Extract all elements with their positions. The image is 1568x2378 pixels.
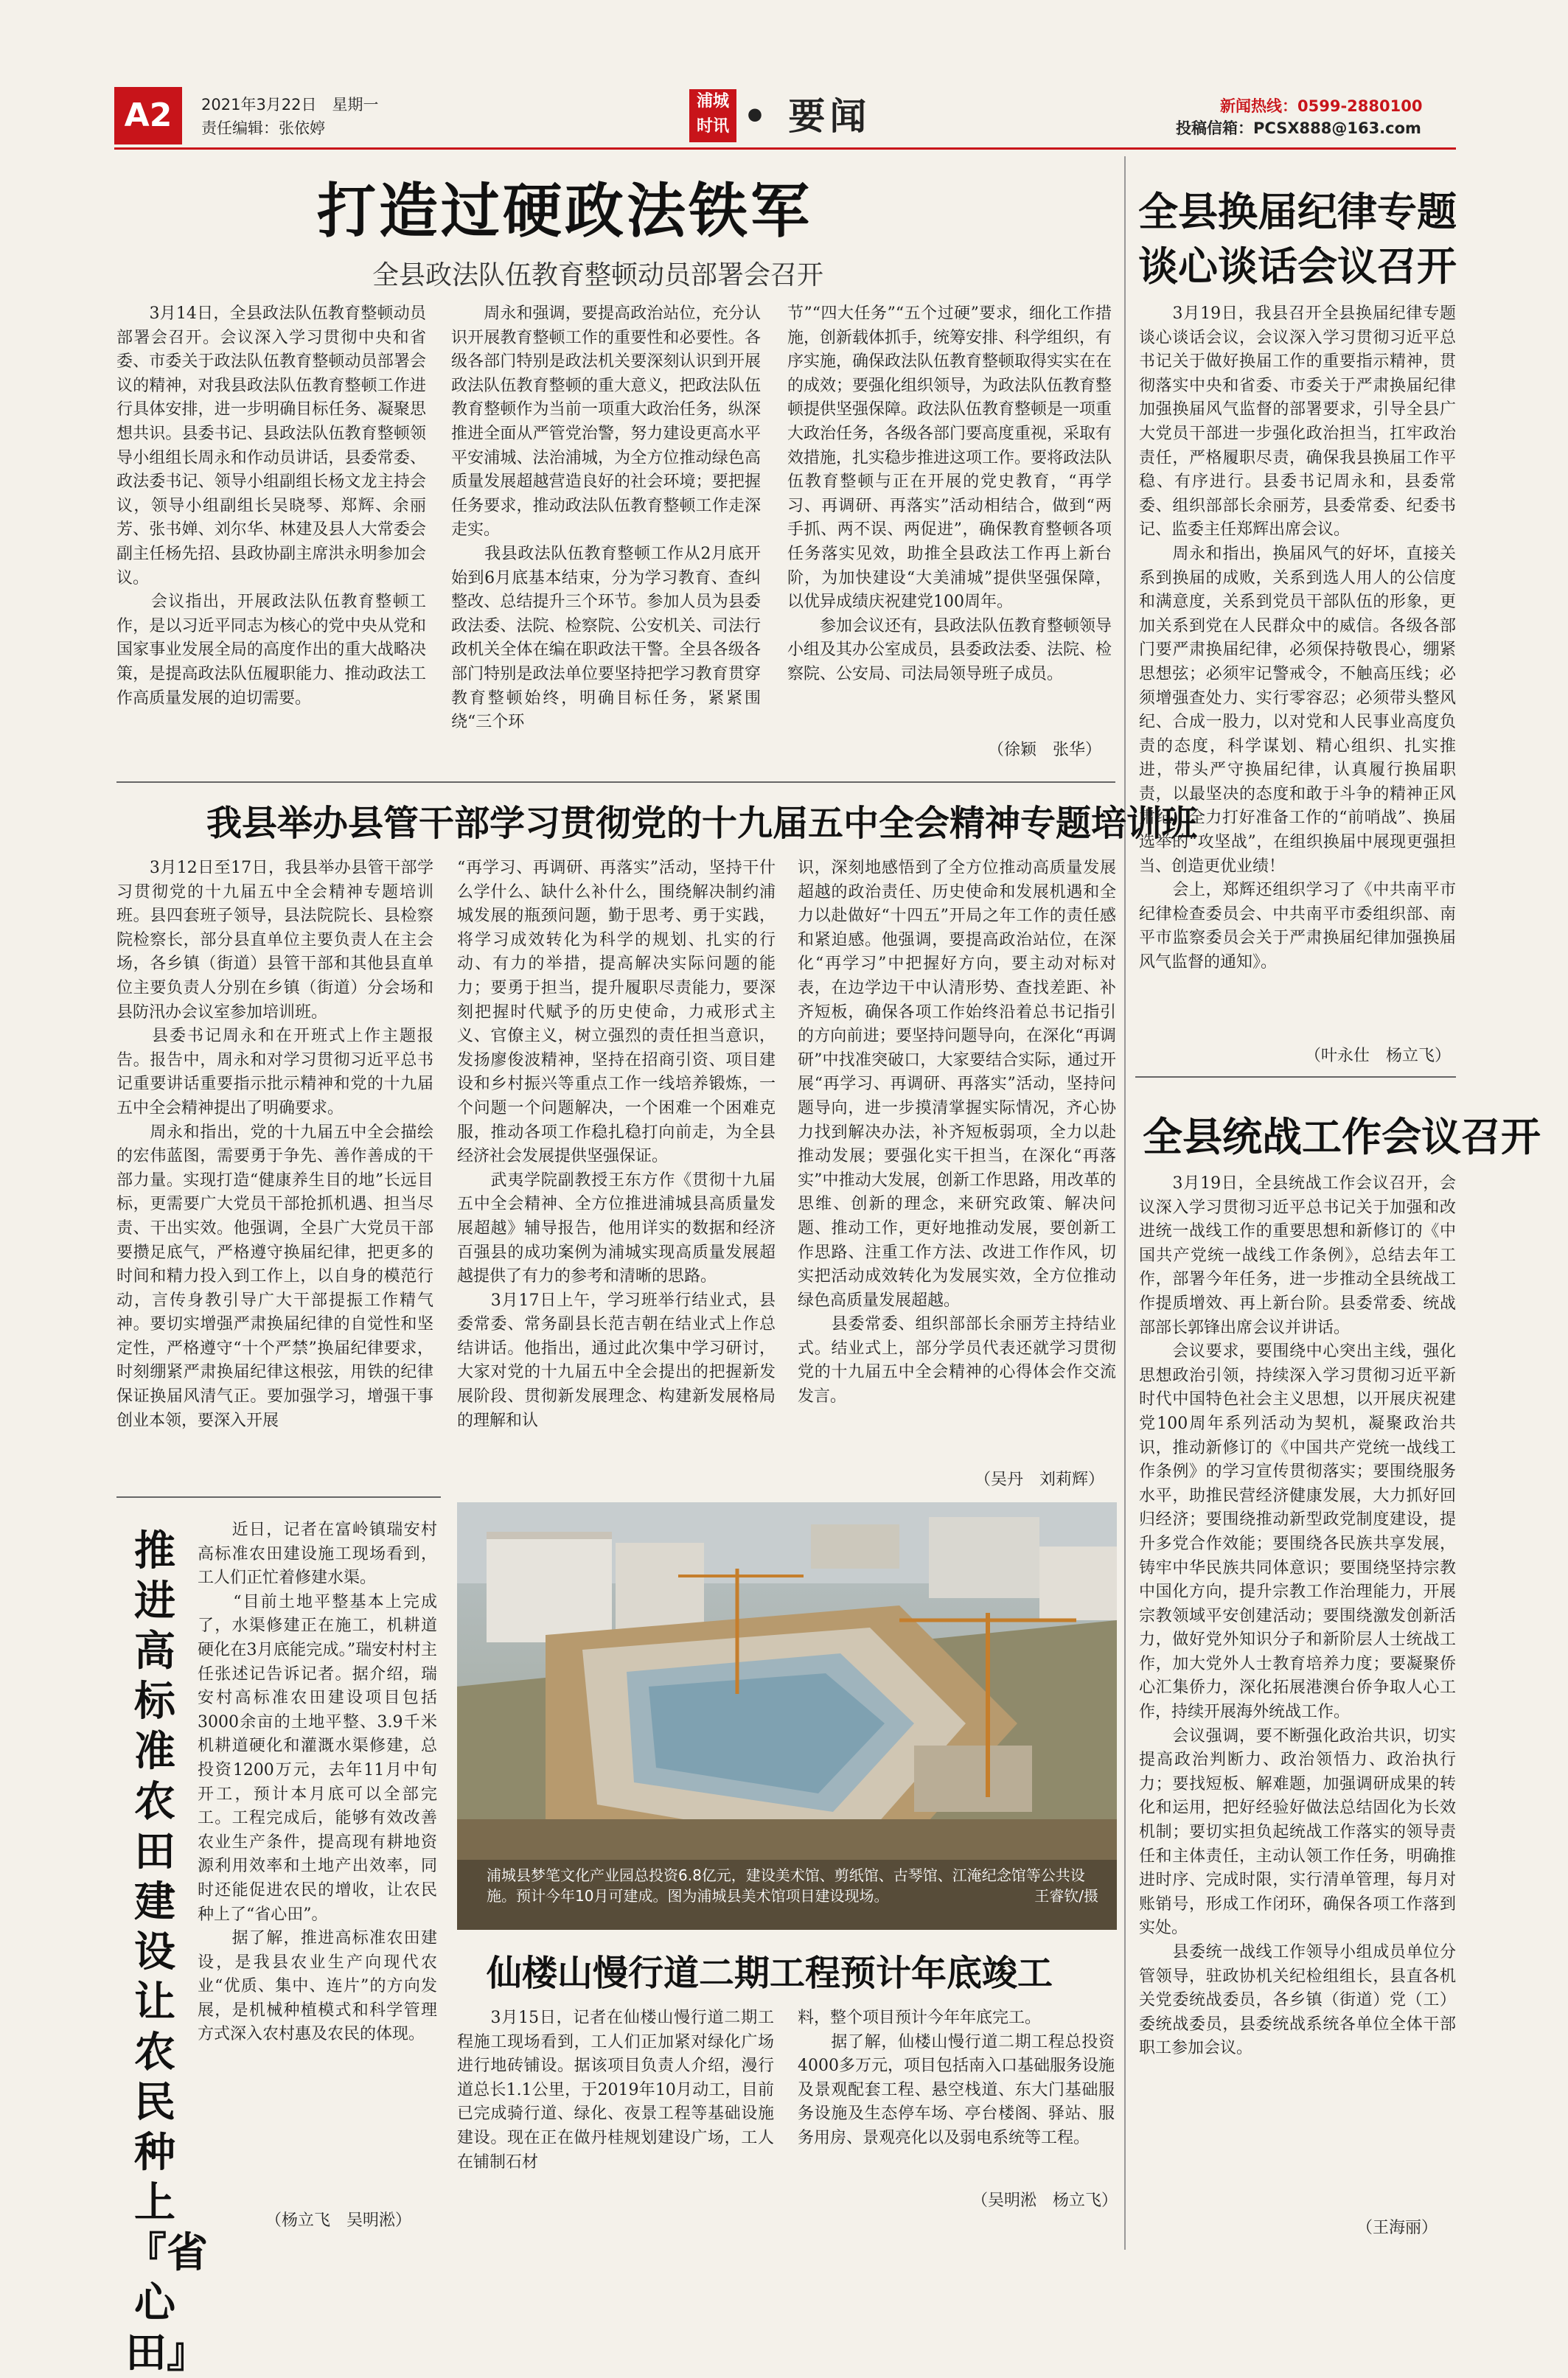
article-6-title: 仙楼山慢行道二期工程预计年底竣工: [487, 1953, 1053, 1994]
article-4-body: 3月19日，全县统战工作会议召开，会议深入学习贯彻习近平总书记关于加强和改进统一战线工作的重要思想和新修订的《中国共产党统一战线工作条例》，总结去年工作，部署今年任务，进一步推动全县统战工作提质增效、再上新台阶。县委常委、统战部部长郭锋出席会议并讲话。 会议要求，要围绕中心突出主线，强化思想政治引领，持续深入学习贯彻习近平新时代中国特色社会主义思想，以开展庆祝建党100周年系列活动为契机，凝聚政治共识，推动新修订的《中国共产党统一战线工作条例》的学习宣传贯彻落实；要围绕服务水平，助推民营经济健康发展，大力抓好回归经济；要围绕推动新型政党制度建设，提升多党合作效能；要围绕各民族共享发展，铸牢中华民族共同体意识；要围绕坚持宗教中国化方向，提升宗教工作治理能力，开展宗教领域平安创建活动；要围绕激发创新活力，做好党外知识分子和新阶层人士统战工作，加大党外人士教育培养力度；要凝聚侨心汇集侨力，深化拓展港澳台侨争取人心工作，持续开展海外统战工作。 会议强调，要不断强化政治共识，切实提高政治判断力、政治领悟力、政治执行力；要找短板、解难题，加强调研成果的转化和运用，把好经验好做法总结固化为长效机制；要切实担负起统战工作落实的领导责任和主体责任，主动认领工作任务，明确推进时序、完成时限，实行清单管理，每月对账销号，形成工作闭环，确保各项工作落到实处。 县委统一战线工作领导小组成员单位分管领导，驻政协机关纪检组组长，县直各机关党委统战委员，各乡镇（街道）党（工）委统战委员，县委统战系统各单位全体干部职工参加会议。: [1139, 1174, 1456, 2058]
page-number: A2: [114, 87, 182, 144]
article-2-credit: （叶永仕 杨立飞）: [1305, 1047, 1452, 1065]
article-3-title: 我县举办县管干部学习贯彻党的十九届五中全会精神专题培训班: [206, 803, 1198, 844]
news-hotline: 新闻热线：0599-2880100: [1220, 97, 1423, 115]
photo-caption: [487, 1865, 1098, 1906]
article-1-credit: （徐颖 张华）: [988, 741, 1102, 759]
issue-date: 2021年3月22日 星期一: [201, 96, 379, 114]
article-3-top-rule: [116, 781, 1115, 783]
submission-email: 投稿信箱：PCSX888@163.com: [1176, 119, 1421, 137]
article-3-credit: （吴丹 刘莉辉）: [975, 1471, 1105, 1489]
article-5-title: 推进高标准农田建设 让农民种上『省心田』: [125, 1527, 217, 2377]
article-6-col-1: 3月15日，记者在仙楼山慢行道二期工程施工现场看到，工人们正加紧对绿化广场进行地砖铺设。据该项目负责人介绍，漫行道总长1.1公里，于2019年10月动工，目前已完成骑行道、绿化、夜景工程等基础设施建设。现在正在做丹桂规划建设广场，工人在铺制石材: [457, 2009, 774, 2172]
article-4-credit: （王海丽）: [1356, 2219, 1438, 2237]
article-6-col-2: 料，整个项目预计今年年底完工。 据了解，仙楼山慢行道二期工程总投资4000多万元，项目包括南入口基础服务设施及景观配套工程、悬空栈道、东大门基础服务设施及生态停车场、亭台楼阁、驿站、服务用房、景观亮化以及弱电系统等工程。: [798, 2009, 1115, 2147]
article-1-col-1: 3月14日，全县政法队伍教育整顿动员部署会召开。会议深入学习贯彻中央和省委、市委关于政法队伍教育整顿动员部署会议的精神，对我县政法队伍教育整顿工作进行具体安排，进一步明确目标任务、凝聚思想共识。县委书记、县政法队伍教育整顿领导小组组长周永和作动员讲话，县委常委、政法委书记、领导小组副组长杨文龙主持会议，领导小组副组长吴晓琴、郑辉、余丽芳、张书婵、刘尔华、林建及县人大常委会副主任杨先招、县政协副主席洪永明参加会议。 会议指出，开展政法队伍教育整顿工作，是以习近平同志为核心的党中央从党和国家事业发展全局的高度作出的重大战略决策，是提高政法队伍履职能力、推动政法工作高质量发展的迫切需要。: [116, 304, 426, 708]
article-5-top-rule: [116, 1496, 441, 1498]
article-2-title: [1135, 184, 1460, 293]
editor: 责任编辑：张依婷: [201, 119, 325, 137]
paper-logo: 浦城时讯: [689, 89, 736, 142]
header-rule: [114, 147, 1456, 150]
article-6-credit: （吴明淞 杨立飞）: [972, 2192, 1118, 2210]
article-2-divider: [1135, 1076, 1456, 1078]
article-5-credit: （杨立飞 吴明淞）: [265, 2211, 412, 2230]
article-3-col-3: 识，深刻地感悟到了全方位推动高质量发展超越的政治责任、历史使命和发展机遇和全力以赴做好“十四五”开局之年工作的责任感和紧迫感。他强调，要提高政治站位，在深化“再学习”中把握好方向，要主动对标对表，在边学边干中认清形势、查找差距、补齐短板，确保各项工作始终沿着总书记指引的方向前进；要坚持问题导向，在深化“再调研”中找准突破口，大家要结合实际，通过开展“再学习、再调研、再落实”活动，坚持问题导向，进一步摸清掌握实际情况，齐心协力找到解决办法，补齐短板弱项，全力以赴推动发展；要强化实干担当，在深化“再落实”中推动大发展，创新工作思路，用改革的思维、创新的理念，来研究政策、解决问题、推动工作，更好地推动发展，要创新工作思路、注重工作方法、改进工作作风，切实把活动成效转化为发展实效，全方位推动绿色高质量发展超越。 县委常委、组织部部长余丽芳主持结业式。结业式上，部分学员代表还就学习贯彻党的十九届五中全会精神的心得体会作交流发言。: [798, 859, 1116, 1406]
article-1-title: 打造过硬政法铁军: [317, 177, 812, 245]
photo-caption-text: 浦城县梦笔文化产业园总投资6.8亿元，建设美术馆、剪纸馆、古琴馆、江淹纪念馆等公共设施。预计今年10月可建成。图为浦城县美术馆项目建设现场。: [487, 1866, 1085, 1905]
section-name: 要闻: [788, 95, 871, 138]
article-3-col-1: 3月12日至17日，我县举办县管干部学习贯彻党的十九届五中全会精神专题培训班。县四套班子领导，县法院院长、县检察院检察长，部分县直单位主要负责人在主会场，各乡镇（街道）县管干部和其他县直单位主要负责人分别在乡镇（街道）分会场和县防汛办会议室参加培训班。 县委书记周永和在开班式上作主题报告。报告中，周永和对学习贯彻习近平总书记重要讲话重要指示批示精神和党的十九届五中全会精神提出了明确要求。 周永和指出，党的十九届五中全会描绘的宏伟蓝图，需要勇于争先、善作善成的干部力量。实现打造“健康养生目的地”长远目标，更需要广大党员干部抢抓机遇、担当尽责、干出实效。他强调，全县广大党员干部要攒足底气，严格遵守换届纪律，把更多的时间和精力投入到工作上，以自身的模范行动，言传身教引导广大干部提振工作精气神。要切实增强严肃换届纪律的自觉性和坚定性，严格遵守“十个严禁”换届纪律要求，时刻绷紧严肃换届纪律这根弦，用铁的纪律保证换届风清气正。要加强学习，增强干事创业本领，要深入开展: [116, 859, 433, 1430]
article-3-col-2: “再学习、再调研、再落实”活动，坚持干什么学什么、缺什么补什么，围绕解决制约浦城发展的瓶颈问题，勤于思考、勇于实践，将学习成效转化为科学的规划、扎实的行动、有力的举措，提高解决实际问题的能力；要勇于担当，提升履职尽责能力，要深刻把握时代赋予的历史使命，力戒形式主义、官僚主义，树立强烈的责任担当意识，发扬廖俊波精神，坚持在招商引资、项目建设和乡村振兴等重点工作一线培养锻炼，一个问题一个问题解决，一个困难一个困难克服，推动各项工作稳扎稳打向前走，为全县经济社会发展提供坚强保证。 武夷学院副教授王东方作《贯彻十九届五中全会精神、全方位推进浦城县高质量发展超越》辅导报告，他用详实的数据和经济百强县的成功案例为浦城实现高质量发展超越提供了有力的参考和清晰的思路。 3月17日上午，学习班举行结业式，县委常委、常务副县长范吉朝在结业式上作总结讲话。他指出，通过此次集中学习研讨，大家对党的十九届五中全会提出的把握新发展阶段、贯彻新发展理念、构建新发展格局的理解和认: [457, 859, 776, 1430]
article-1-col-3: 节”“四大任务”“五个过硬”要求，细化工作措施，创新载体抓手，统筹安排、科学组织，有序实施，确保政法队伍教育整顿取得实实在在的成效；要强化组织领导，为政法队伍教育整顿提供坚强保障。政法队伍教育整顿是一项重大政治任务，各级各部门要高度重视，采取有效措施，扎实稳步推进这项工作。要将政法队伍教育整顿与正在开展的党史教育，“再学习、再调研、再落实”活动相结合，做到“两手抓、两不误、两促进”，确保教育整顿各项任务落实见效，助推全县政法工作再上新台阶，为加快建设“大美浦城”提供坚强保障，以优异成绩庆祝建党100周年。 参加会议还有，县政法队伍教育整顿领导小组及其办公室成员，县委政法委、法院、检察院、公安局、司法局领导班子成员。: [787, 304, 1112, 683]
photo-credit: 王睿钦/摄: [1034, 1887, 1098, 1905]
article-2-body: 3月19日，我县召开全县换届纪律专题谈心谈话会议，会议深入学习贯彻习近平总书记关于做好换届工作的重要指示精神，贯彻落实中央和省委、市委关于严肃换届纪律加强换届风气监督的部署要求，引导全县广大党员干部进一步强化政治担当，扛牢政治责任，严格履职尽责，确保我县换届工作平稳、有序进行。县委书记周永和，县委常委、组织部部长余丽芳，县委常委、纪委书记、监委主任郑辉出席会议。 周永和指出，换届风气的好坏，直接关系到换届的成败，关系到选人用人的公信度和满意度，关系到党员干部队伍的形象，更加关系到党在人民群众中的威信。各级各部门要严肃换届纪律，必须保持敬畏心，绷紧思想弦；必须牢记警戒令，不触高压线；必须增强查处力、实行零容忍；必须带头整风纪、合成一股力，以对党和人民事业高度负责的态度，科学谋划、精心组织、扎实推进，带头严守换届纪律，认真履行换届职责，以最坚决的态度和敢于斗争的精神正风肃纪，全力打好准备工作的“前哨战”、换届选举的“攻坚战”，在组织换届中展现更强担当、创造更优业绩！ 会上，郑辉还组织学习了《中共南平市纪律检查委员会、中共南平市委组织部、南平市监察委员会关于严肃换届纪律加强换届风气监督的通知》。: [1139, 304, 1456, 972]
article-1-col-2: 周永和强调，要提高政治站位，充分认识开展教育整顿工作的重要性和必要性。各级各部门特别是政法机关要深刻认识到开展政法队伍教育整顿的重大意义，把政法队伍教育整顿作为当前一项重大政治任务，纵深推进全面从严管党治警，努力建设更高水平平安浦城、法治浦城，为全方位推动绿色高质量发展超越营造良好的社会环境；要把握任务要求，推动政法队伍教育整顿工作走深走实。 我县政法队伍教育整顿工作从2月底开始到6月底基本结束，分为学习教育、查纠整改、总结提升三个环节。参加人员为县委政法委、法院、检察院、公安机关、司法行政机关全体在编在职政法干警。全县各级各部门特别是政法单位要坚持把学习教育贯穿教育整顿始终，明确目标任务，紧紧围绕“三个环: [451, 304, 761, 732]
column-divider: [1124, 156, 1126, 2250]
article-2-title-text: 全县换届纪律专题谈心谈话会议召开: [1138, 188, 1457, 290]
article-5-body: 近日，记者在富岭镇瑞安村高标准农田建设施工现场看到，工人们正忙着修建水渠。 “目前土地平整基本上完成了，水渠修建正在施工，机耕道硬化在3月底能完成。”瑞安村村主任张述记告诉记者。据介绍，瑞安村高标准农田建设项目包括3000余亩的土地平整、3.9千米机耕道硬化和灌溉水渠修建，总投资1200万元，去年11月中旬开工，预计本月底可以全部完工。工程完成后，能够有效改善农业生产条件，提高现有耕地资源利用效率和土地产出效率，同时还能促进农民的增收，让农民种上了“省心田”。 据了解，推进高标准农田建设，是我县农业生产向现代农业“优质、集中、连片”的方向发展，是机械种植模式和科学管理方式深入农村惠及农民的体现。: [198, 1521, 437, 2044]
article-1-subtitle: 全县政法队伍教育整顿动员部署会召开: [372, 260, 824, 290]
section-title: • 要闻: [743, 95, 871, 138]
article-4-title: 全县统战工作会议召开: [1143, 1113, 1541, 1160]
